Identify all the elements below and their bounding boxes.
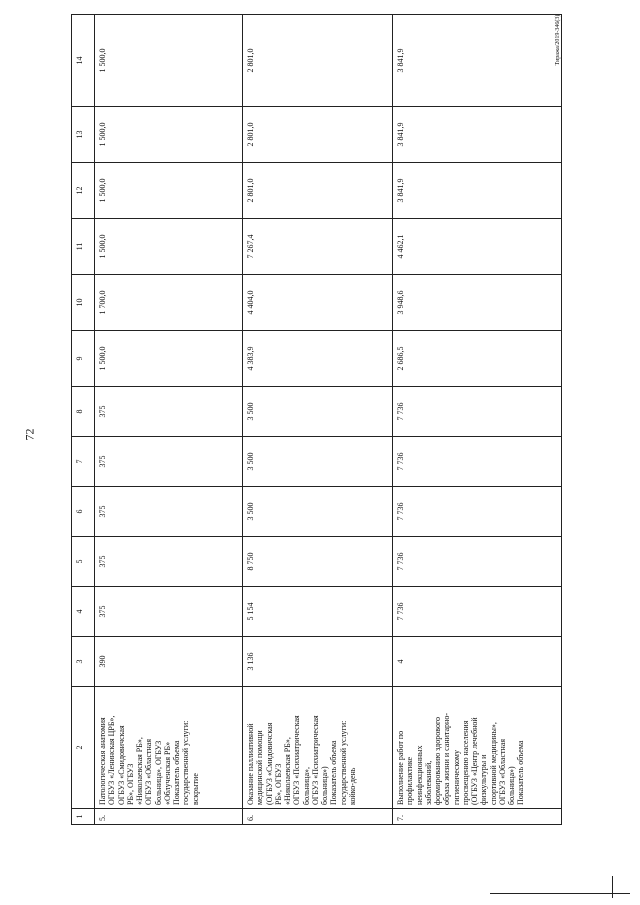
header-cell: 10 (72, 275, 95, 331)
header-cell: 3 (72, 637, 95, 687)
table-header-row (72, 15, 95, 825)
value-cell: 7 736 (393, 387, 562, 437)
header-cell: 8 (72, 387, 95, 437)
value-cell: 3 841,9 (393, 163, 562, 219)
value-cell: 7 736 (393, 487, 562, 537)
value-cell: 4 (393, 637, 562, 687)
row-number: 6. (243, 809, 393, 825)
header-cell: 2 (72, 687, 95, 809)
value-cell: 3 948,6 (393, 275, 562, 331)
value-cell: 7 736 (393, 587, 562, 637)
value-cell: 1 500,0 (95, 331, 243, 387)
scan-artifact-line (490, 893, 630, 894)
data-table (71, 14, 562, 825)
value-cell: 375 (95, 437, 243, 487)
page-number: 72 (22, 428, 37, 441)
value-cell: 2 801,0 (243, 107, 393, 163)
value-cell: 375 (95, 387, 243, 437)
table-row (95, 15, 243, 825)
value-cell: 3 500 (243, 437, 393, 487)
value-cell: 2 801,0 (243, 163, 393, 219)
header-cell: 9 (72, 331, 95, 387)
value-cell: 3 841,9 (393, 107, 562, 163)
value-cell: 2 686,5 (393, 331, 562, 387)
value-cell: 1 500,0 (95, 107, 243, 163)
value-cell: 390 (95, 637, 243, 687)
value-cell: 375 (95, 487, 243, 537)
rotated-table-container (71, 15, 551, 825)
service-description: Оказание паллиативной медицинской помощи (ОГБУЗ «Смидовичская РБ», ОГБУЗ «Николаевская РБ», ОГБУЗ «Психиатрическая больница», ОГБУЗ «Психиатрическая больница») Показатель объема государственной услуги: койко-день (243, 687, 393, 809)
header-cell: 11 (72, 219, 95, 275)
value-cell: 8 750 (243, 537, 393, 587)
value-cell: 7 736 (393, 537, 562, 587)
header-cell: 14 (72, 15, 95, 107)
table-row (243, 15, 393, 825)
header-cell: 13 (72, 107, 95, 163)
value-cell: 5 154 (243, 587, 393, 637)
value-cell: 1 500,0 (95, 219, 243, 275)
value-cell: 375 (95, 537, 243, 587)
header-cell: 5 (72, 537, 95, 587)
row-number: 7. (393, 809, 562, 825)
value-cell: 3 841,9 (393, 15, 562, 107)
value-cell: 1 500,0 (95, 163, 243, 219)
value-cell: 4 462,1 (393, 219, 562, 275)
service-description: Патологическая анатомия ОГБУЗ «Ленинская ЦРБ», ОГБУЗ «Смидовичская РБ», ОГБУЗ «Николаевская РБ», ОГБУЗ «Областная больница», ОГБУЗ «Облученская РБ» Показатель объема государственной услуги: вскрытие (95, 687, 243, 809)
value-cell: 7 267,4 (243, 219, 393, 275)
value-cell: 7 736 (393, 437, 562, 487)
value-cell: 1 500,0 (95, 15, 243, 107)
value-cell: 375 (95, 587, 243, 637)
header-cell: 1 (72, 809, 95, 825)
value-cell: 4 404,0 (243, 275, 393, 331)
value-cell: 3 500 (243, 487, 393, 537)
document-code: Тиража/2019-346(3) (555, 14, 561, 66)
header-cell: 4 (72, 587, 95, 637)
header-cell: 6 (72, 487, 95, 537)
scan-artifact-line (612, 876, 613, 898)
service-description: Выполнение работ по профилактике неинфекционных заболеваний, формированию здорового образа жизни и санитарно- гигиеническому просвещению населения (ОГБУЗ «Центр лечебной физкультуры и спортивной медицины», ОГБУЗ «Областная больница») Показатель объема (393, 687, 562, 809)
value-cell: 3 136 (243, 637, 393, 687)
table-row (393, 15, 562, 825)
value-cell: 2 801,0 (243, 15, 393, 107)
row-number: 5. (95, 809, 243, 825)
header-cell: 7 (72, 437, 95, 487)
value-cell: 1 700,0 (95, 275, 243, 331)
header-cell: 12 (72, 163, 95, 219)
value-cell: 4 383,9 (243, 331, 393, 387)
value-cell: 3 500 (243, 387, 393, 437)
